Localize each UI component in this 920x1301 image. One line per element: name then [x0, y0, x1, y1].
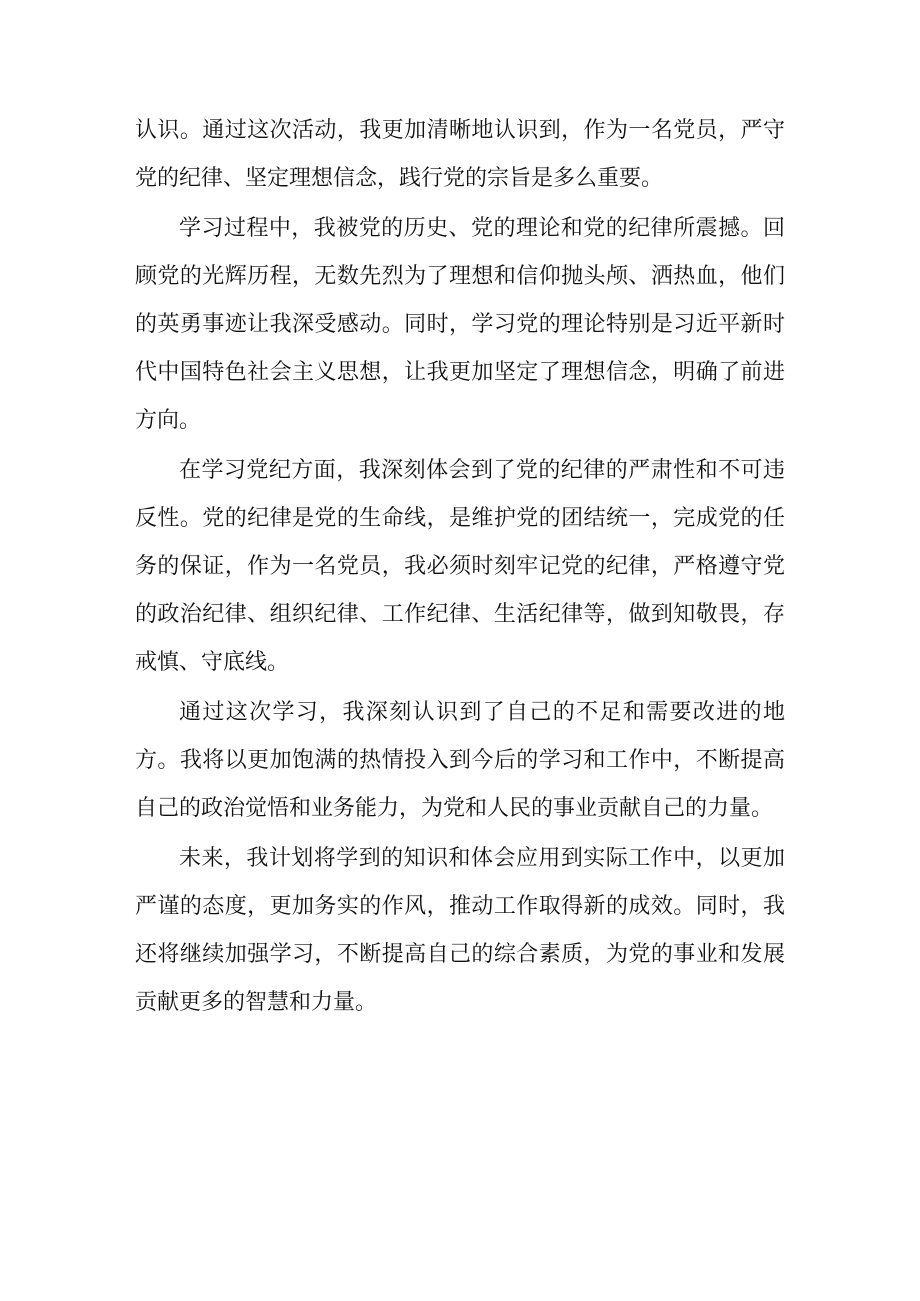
paragraph-2: 学习过程中，我被党的历史、党的理论和党的纪律所震撼。回顾党的光辉历程，无数先烈为了理想和信仰抛头颅、洒热血，他们的英勇事迹让我深受感动。同时，学习党的理论特别是习近平新时代中国特色社会主义思想，让我更加坚定了理想信念，明确了前进方向。 [135, 216, 785, 433]
paragraph-4: 通过这次学习，我深刻认识到了自己的不足和需要改进的地方。我将以更加饱满的热情投入到今后的学习和工作中，不断提高自己的政治觉悟和业务能力，为党和人民的事业贡献自己的力量。 [135, 700, 785, 821]
document-body [135, 107, 785, 1029]
paragraph-5: 未来，我计划将学到的知识和体会应用到实际工作中，以更加严谨的态度，更加务实的作风，推动工作取得新的成效。同时，我还将继续加强学习，不断提高自己的综合素质，为党的事业和发展贡献更多的智慧和力量。 [135, 846, 785, 1015]
paragraph-3: 在学习党纪方面，我深刻体会到了党的纪律的严肃性和不可违反性。党的纪律是党的生命线，是维护党的团结统一，完成党的任务的保证，作为一名党员，我必须时刻牢记党的纪律，严格遵守党的政治纪律、组织纪律、工作纪律、生活纪律等，做到知敬畏，存戒慎、守底线。 [135, 458, 785, 675]
paragraph-1: 认识。通过这次活动，我更加清晰地认识到，作为一名党员，严守党的纪律、坚定理想信念，践行党的宗旨是多么重要。 [135, 118, 785, 191]
